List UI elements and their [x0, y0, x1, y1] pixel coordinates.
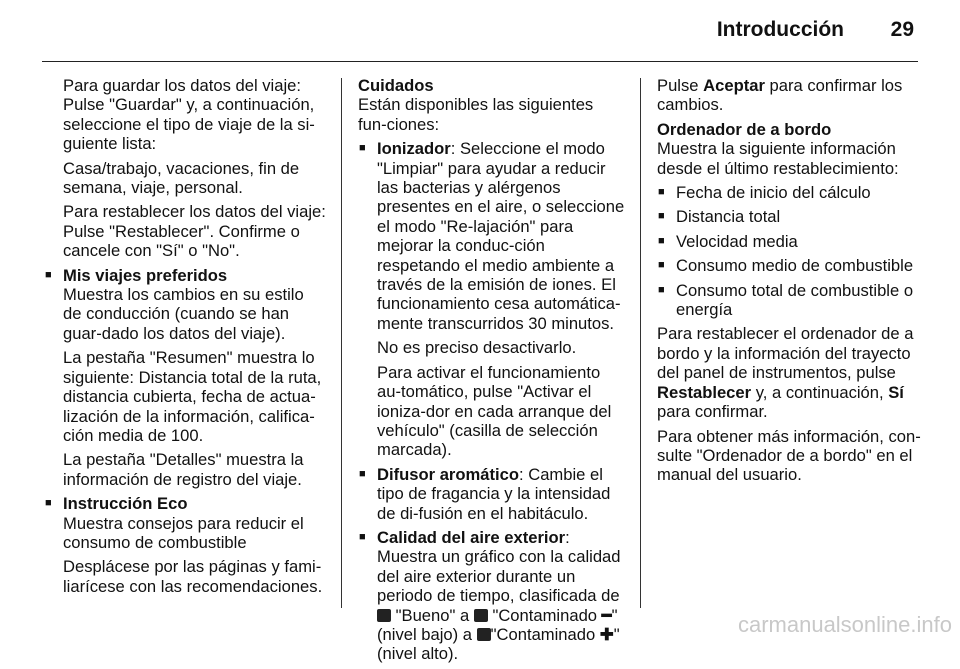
column-2	[358, 76, 626, 669]
page-number: 29	[890, 18, 914, 41]
button-name-yes: Sí	[888, 382, 904, 402]
air-quality-good-icon	[377, 609, 391, 622]
watermark: carmanualsonline.info	[737, 612, 952, 637]
section-title: Introducción	[716, 18, 844, 41]
item-term: Ionizador	[377, 139, 451, 159]
plus-icon: ✚	[599, 624, 614, 644]
item-title: ■ Mis viajes preferidos	[63, 265, 228, 285]
bullet-list	[44, 266, 326, 597]
item-text: " (nivel alto).	[377, 624, 620, 664]
paragraph: Para guardar los datos del viaje: Pulse "Guardar" y, a continuación, seleccione el tipo de viaje de la si-guiente lista:	[63, 76, 315, 154]
button-name-reset: Restablecer	[657, 382, 752, 402]
list-item	[44, 266, 326, 489]
item-text: "Contaminado	[490, 624, 600, 644]
item-title: ■ Instrucción Eco	[63, 494, 188, 514]
paragraph: Desplácese por las páginas y fami-liarícese con las recomendaciones.	[63, 557, 323, 596]
page-header	[0, 0, 960, 62]
section-heading: Cuidados	[358, 76, 434, 95]
paragraph: Casa/trabajo, vacaciones, fin de semana, viaje, personal.	[63, 158, 300, 198]
column-3	[657, 76, 927, 490]
button-name-accept: Aceptar	[703, 76, 765, 95]
list-item: ■ Consumo total de combustible o energía	[657, 281, 927, 320]
list-item: ■ Consumo medio de combustible	[657, 256, 927, 275]
paragraph: Para obtener más información, con-sulte "Ordenador de a bordo" en el manual del usuario.	[657, 426, 921, 485]
bullet-list	[358, 139, 626, 664]
item-term: Calidad del aire exterior	[377, 527, 566, 547]
list-item	[44, 494, 326, 596]
paragraph: Muestra consejos para reducir el consumo de combustible	[63, 513, 304, 552]
item-text: "Contaminado	[487, 605, 602, 625]
air-quality-high-pollution-icon	[477, 628, 491, 641]
item-text: "Bueno" a	[391, 605, 474, 625]
paragraph: Muestra la siguiente información desde el último restablecimiento:	[657, 139, 899, 178]
column-divider	[640, 78, 641, 608]
list-item	[358, 139, 626, 460]
item-text: : Muestra un gráfico con la calidad del aire exterior durante un periodo de tiempo, clasificada de	[377, 527, 621, 606]
air-quality-low-pollution-icon	[474, 609, 488, 622]
list-item	[358, 465, 626, 523]
bullet-list	[657, 183, 927, 319]
paragraph: Para activar el funcionamiento au-tomático, pulse "Activar el ioniza-dor en cada arranque del vehículo" (casilla de selección marcada).	[377, 362, 612, 460]
item-text: " (nivel bajo) a	[377, 605, 618, 644]
paragraph: Pulse Aceptar para confirmar los cambios.	[657, 76, 903, 115]
minus-icon: ━	[601, 605, 612, 625]
paragraph: Para restablecer los datos del viaje: Pulse "Restablecer". Confirme o cancele con "Sí" o "No".	[63, 202, 326, 261]
paragraph: No es preciso desactivarlo.	[377, 338, 577, 358]
item-text: : Cambie el tipo de fragancia y la intensidad de di-fusión en el habitáculo.	[377, 464, 611, 523]
header-rule	[42, 61, 918, 62]
list-item: ■ Fecha de inicio del cálculo	[657, 183, 927, 202]
column-divider	[341, 78, 342, 608]
paragraph: Muestra los cambios en su estilo de conducción (cuando se han guar-dado los datos del viaje).	[63, 285, 304, 343]
list-item	[358, 528, 626, 664]
paragraph: La pestaña "Detalles" muestra la información de registro del viaje.	[63, 450, 304, 489]
paragraph: Están disponibles las siguientes fun-ciones:	[358, 95, 594, 134]
paragraph: La pestaña "Resumen" muestra lo siguiente: Distancia total de la ruta, distancia cubierta, fecha de actua-lización de la información, califica-ción media de 100.	[63, 348, 322, 445]
column-1	[44, 76, 326, 601]
item-text: : Seleccione el modo "Limpiar" para ayudar a reducir las bacterias y alérgenos presentes en el aire, o seleccione el modo "Re-lajación" para mejorar la conduc-ción respetando el medio ambiente a través de la emisión de iones. El funcionamiento cesa automática-mente transcurridos 30 minutos.	[377, 139, 625, 333]
paragraph: Para restablecer el ordenador de a bordo y la información del trayecto del panel de instrumentos, pulse Restablecer y, a continuación, Sí para confirmar.	[657, 324, 914, 422]
item-term: Difusor aromático	[377, 464, 519, 484]
list-item: ■ Distancia total	[657, 207, 927, 226]
list-item: ■ Velocidad media	[657, 232, 927, 251]
section-heading: Ordenador de a bordo	[657, 119, 832, 139]
